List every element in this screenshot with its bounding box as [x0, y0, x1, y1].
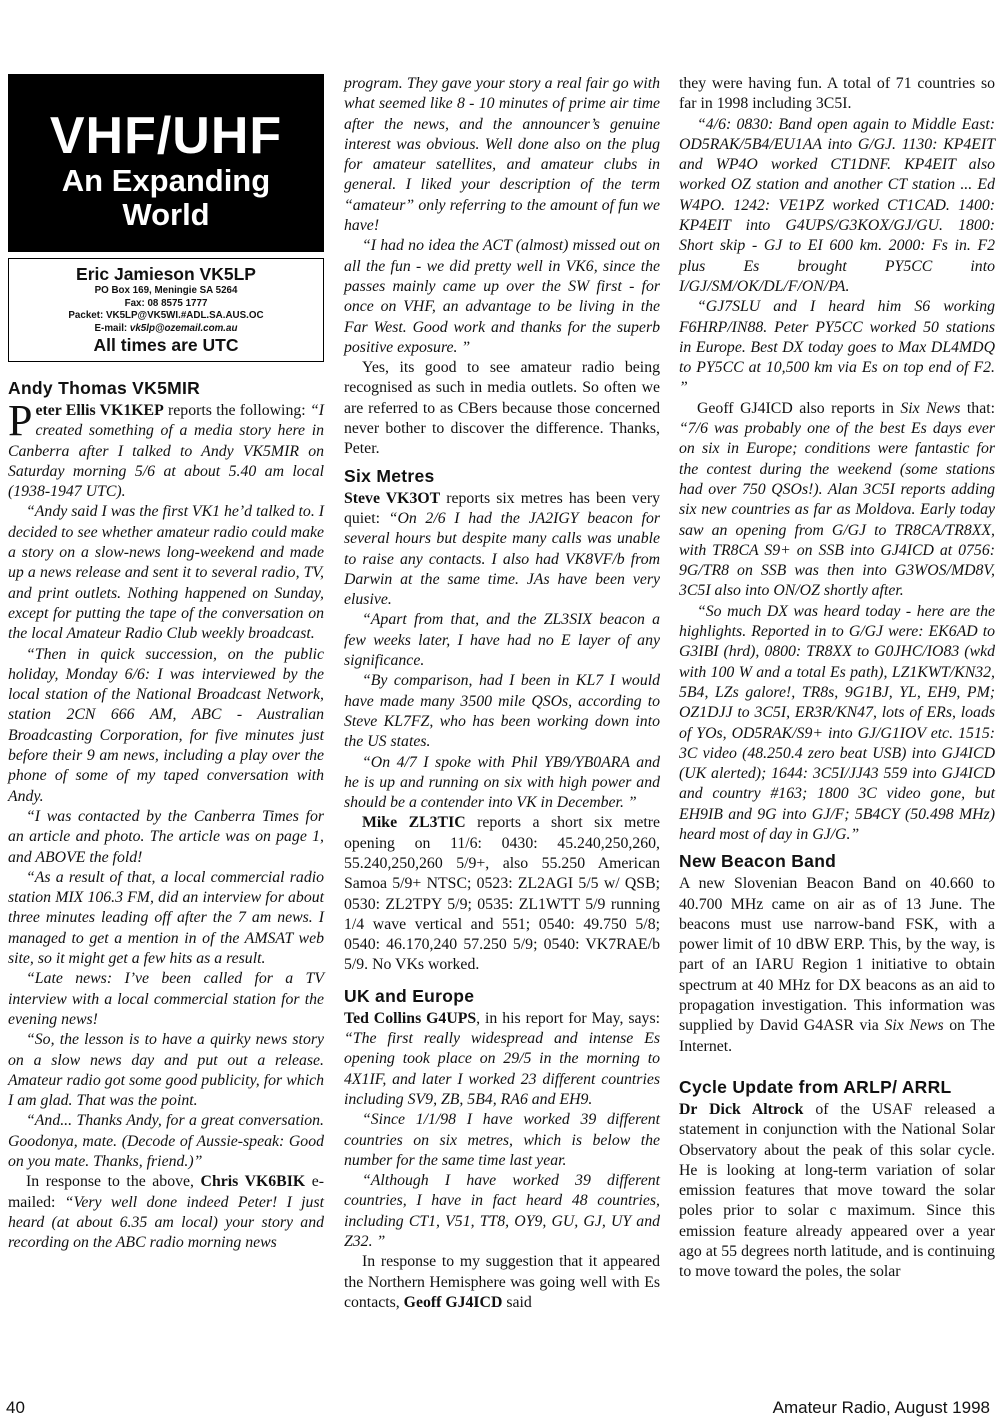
- paragraph: program. They gave your story a real fair go with what seemed like 8 - 10 minutes of prime air time after the news, and the announcer’s genuine interest was obvious. Well done also on the plug for amateur satellites, and amateur clubs in general. I liked your description of the term “amateur” only referring to the amount of fun we have!: [344, 75, 660, 235]
- paragraph: “Although I have worked 39 different countries, I have in fact heard 48 countries, including CT1, V51, TT8, OY9, GU, GJ, UY and Z32. ”: [344, 1172, 660, 1251]
- author-address: PO Box 169, Meningie SA 5264: [94, 285, 238, 296]
- spacer: [679, 1057, 995, 1071]
- paragraph: “Andy said I was the first VK1 he’d talked to. I decided to see whether amateur radio could make a story on a slow-news long-weekend and made up a news release and sent it to several radio, TV, and print outlets. Nothing happened on Sunday, except for putting the tape of the conversation on the local Amateur Radio Club weekly broadcast.: [8, 503, 324, 643]
- paragraph: “Then in quick succession, on the public holiday, Monday 6/6: I was interviewed by the local station of the National Broadcast Network, station 2CN 666 AM, ABC - Australian Broadcasting Corporation, for five minutes just before their 9 am news, including a play over the phone of some of my taped conversation with Andy.: [8, 645, 324, 805]
- author-box: [8, 258, 324, 362]
- paragraph: “By comparison, had I been in KL7 I would have made many 3500 mile QSOs, according to Steve KL7FZ, who has been working down into the US states.: [344, 672, 660, 751]
- author-packet: Packet: VK5LP@VK5WI.#ADL.SA.AUS.OC: [68, 310, 264, 321]
- paragraph: “So, the lesson is to have a quirky news story on a slow news day and put out a release. Amateur radio got some good publicity, for which I am glad. That was the point.: [8, 1031, 324, 1110]
- paragraph: Steve VK3OT reports six metres has been very quiet: “On 2/6 I had the JA2IGY beacon for several hours but despite many calls was unable to raise any contacts. I also had VK8VF/b from Darwin at the same time. JAs have been very elusive.: [344, 489, 660, 609]
- paragraph: “Late news: I’ve been called for a TV interview with a local commercial station for the evening news!: [8, 970, 324, 1028]
- paragraph: A new Slovenian Beacon Band on 40.660 to 40.700 MHz came on air as of 13 June. The beacons must use narrow-band FSK, with a power limit of 10 dBW ERP. This, by the way, is part of an IARU Region 1 initiative to obtain spectrum at 40 MHz for DX beacons as an aid to propagation investigation. This information was supplied by David G4ASR via Six News on The Internet.: [679, 875, 995, 1055]
- column-title-box: [8, 74, 324, 252]
- paragraph: “I had no idea the ACT (almost) missed out on all the fun - we did pretty well in VK6, since the passes mainly came up over the SW first - for once on VHF, an advantage to be living in the Far West. Good work and thanks for the superb positive exposure. ”: [344, 237, 660, 356]
- paragraph: Peter Ellis VK1KEP reports the following: “I created something of a media story here in Canberra after I talked to Andy VK5MIR on Saturday morning 5/6 at about 5.40 am local (1938-1947 UTC).: [8, 396, 324, 501]
- author-email[interactable]: vk5lp@ozemail.com.au: [129, 322, 238, 334]
- paragraph: “So much DX was heard today - here are the highlights. Reported in to G/GJ were: EK6AD to G3IBI (hrd), 0800: TR8XX to G0JHC/IO83 (wkd with 100 W and a total Es path), LZ1KWT/KN32, 5B4, LZs galore!, TR8s, 9G1BJ, YL, EH9, PM; OZ1DJJ to 3C5I, ER3R/KN47, lots of ERs, loads of YOs, OD5RAK/S9+ into GJ/G1IOV etc. 1515: 3C video (48.250.4 zero beat USB) into GJ4ICD (UK alerted); 1644: 3C5I/JJ43 559 into GJ4ICD and country #163; 1800 3C video gone, but EH9IB and 9G into GJ/F; 5B4CY (50.498 MHz) heard most of day in GJ/G.”: [679, 602, 995, 843]
- paragraph: “Apart from that, and the ZL3SIX beacon a few weeks later, I have had no E layer of any significance.: [344, 611, 660, 670]
- paragraph: Dr Dick Altrock of the USAF released a statement in conjunction with the National Solar Observatory about the peak of this solar cycle. He is looking at long-term variation of solar emission features that move toward the solar poles prior to solar c maximum. Since this emission feature already appeared over a year ago at 55 degrees north latitude, and is continuing to move toward the poles, the solar: [679, 1100, 996, 1281]
- paragraph: “I was contacted by the Canberra Times for an article and photo. The article was on page 1, and ABOVE the fold!: [8, 807, 324, 866]
- heading-andy-thomas: Andy Thomas VK5MIR: [8, 378, 201, 398]
- heading-cycle-update: Cycle Update from ARLP/ ARRL: [679, 1076, 952, 1097]
- paragraph: “Since 1/1/98 I have worked 39 different countries on six metres, which is below the number for the same time last year.: [344, 1111, 660, 1169]
- drop-cap: P: [8, 396, 33, 445]
- paragraph: Ted Collins G4UPS, in his report for May, says: “The first really widespread and intense Es opening took place on 29/5 in the morning to 4X1IF, and later I worked 23 different countries including SV9, ZB, 5B4, RA6 and EH9.: [344, 1009, 660, 1108]
- column-3: [679, 74, 995, 1283]
- paragraph: “And... Thanks Andy, for a great conversation. Goodonya, mate. (Decode of Aussie-speak: Good on you mate. Thanks, friend.)”: [8, 1112, 324, 1170]
- author-name: Eric Jamieson VK5LP: [76, 264, 256, 284]
- email-label: E-mail:: [94, 322, 130, 334]
- paragraph: Yes, its good to see amateur radio being recognised as such in media outlets. So often we are referred to as CBers because those concerned never bother to discover the difference. Thanks, Peter.: [344, 359, 660, 458]
- author-fax: Fax: 08 8575 1777: [124, 297, 208, 309]
- heading-new-beacon-band: New Beacon Band: [679, 851, 837, 872]
- page-number: 40: [6, 1398, 25, 1417]
- paragraph: “GJ7SLU and I heard him S6 working F6HRP/IN88. Peter PY5CC worked 50 stations in Europe. Best DX today goes to Max DL4MDQ to PY5CC at 10,500 km via Es on top end of F2. ”: [679, 298, 995, 397]
- section-title: VHF/UHF: [49, 107, 283, 165]
- publication-footer: Amateur Radio, August 1998: [772, 1398, 990, 1417]
- paragraph: Geoff GJ4ICD also reports in Six News that: “7/6 was probably one of the best Es days ever on six in Europe; conditions were fantastic for the contest during the weekend (some stations had over 750 QSOs!). Alan 3C5I reports adding six new countries as far as Moldova. Early today saw an opening from G/GJ to TR8CA/TR8XX, with TR8CA S9+ on SSB into GJ4ICD at 0756: 9G/TR8 on SSB was then into G3WOS/MD8V, 3C5I also into ON/OZ shortly after.: [679, 399, 995, 600]
- paragraph: “4/6: 0830: Band open again to Middle East: OD5RAK/5B4/EU1AA into G/GJ. 1130: KP4EIT and WP4O worked CT1DNF. KP4EIT also worked OZ station and another CT station ... Ed W4PO. 1242: VE1PZ worked CT1CAD. 1400: KP4EIT into G4UPS/G3KOX/GJ/GU. 1800: Short skip - GJ to EI 600 km. 2000: Fs in. F2 plus Es brought PY5CC into I/GJ/SM/OK/DL/F/ON/PA.: [679, 115, 995, 295]
- column-title: An Expanding World: [61, 163, 271, 232]
- column-2: [344, 74, 660, 1313]
- paragraph: Mike ZL3TIC reports a short six metre opening on 11/6: 0430: 45.240,250,260, 55.240,250,260 5/9+, also 55.250 American Samoa 5/9+ NTSC; 0523: ZL2AGI 5/5 w/ QSB; 0530: ZL2TPY 5/9; 0535: ZL1WTT 5/9 running 1/4 wave vertical and 551; 0540: 49.750 5/8; 0540: 46.170,240 57.250 5/9; 0540: VK7RAE/b 5/9. No VKs worked.: [344, 814, 660, 974]
- paragraph: they were having fun. A total of 71 countries so far in 1998 including 3C5I.: [679, 75, 995, 113]
- heading-six-metres: Six Metres: [344, 465, 435, 486]
- paragraph: “As a result of that, a local commercial radio station MIX 106.3 FM, did an interview for about three minutes leading off after the 7 am news. I managed to get a mention in of the AMSAT web site, so it might get a few hits as a result.: [8, 868, 324, 968]
- heading-uk-europe: UK and Europe: [344, 985, 475, 1006]
- paragraph: In response to my suggestion that it appeared the Northern Hemisphere was going well with Es contacts, Geoff GJ4ICD said: [344, 1253, 660, 1311]
- times-note: All times are UTC: [93, 335, 239, 355]
- column-1: [8, 74, 324, 1253]
- paragraph: “On 4/7 I spoke with Phil YB9/YB0ARA and he is up and running on six with high power and should be a contender into VK in December. ”: [344, 753, 660, 812]
- author-email-line: [15, 323, 317, 336]
- paragraph: In response to the above, Chris VK6BIK e-mailed: “Very well done indeed Peter! I just heard (at about 6.35 am local) your story and recording on the ABC radio morning news: [8, 1173, 324, 1252]
